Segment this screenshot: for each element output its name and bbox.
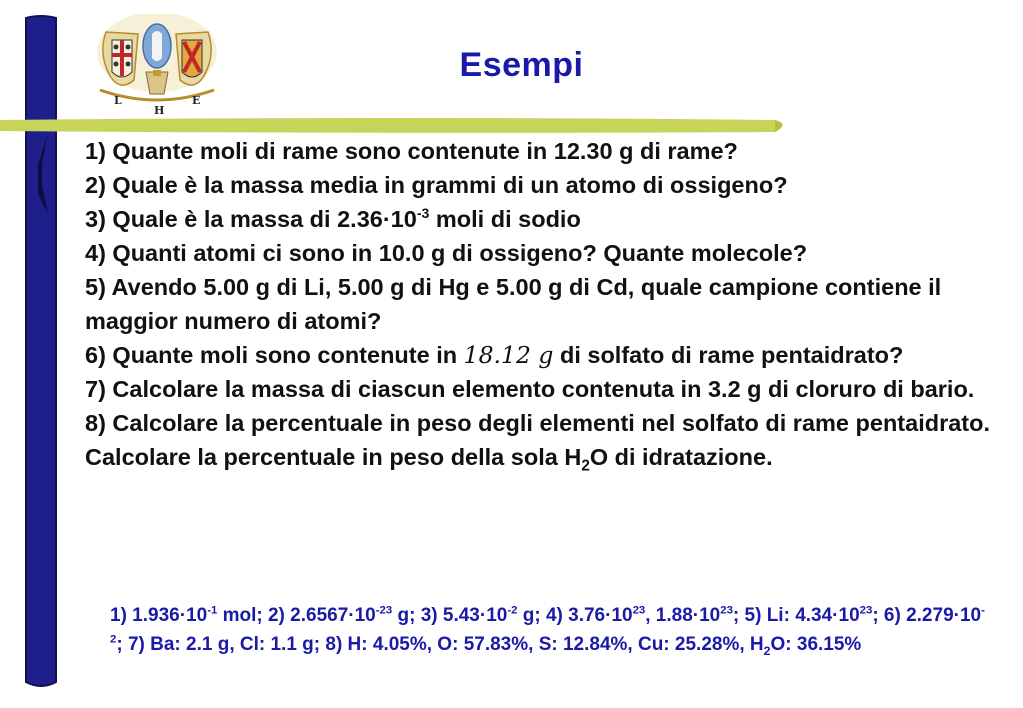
question-6 <box>85 338 1010 372</box>
question-list <box>85 134 1010 474</box>
question-3-text-a: 3) Quale è la massa di 2.36·10 <box>85 206 417 232</box>
question-6-text-a: 6) Quante moli sono contenute in <box>85 342 464 368</box>
answer-part: , 1.88·10 <box>645 605 721 626</box>
answer-part: ; 7) Ba: 2.1 g, Cl: 1.1 g; 8) H: 4.05%, O: 57.83%, S: 12.84%, Cu: 25.28%, H <box>116 634 764 655</box>
answer-part: ; 5) Li: 4.34·10 <box>732 605 860 626</box>
answers-text <box>110 601 990 659</box>
question-2: 2) Quale è la massa media in grammi di un atomo di ossigeno? <box>85 172 788 198</box>
answer-exponent: 23 <box>859 604 873 617</box>
question-8-subscript: 2 <box>581 457 590 475</box>
question-3-exponent: -3 <box>416 205 430 222</box>
answer-exponent: 23 <box>720 604 733 617</box>
answer-exponent: -2 <box>110 604 985 646</box>
answer-part: g; 4) 3.76·10 <box>517 605 633 626</box>
answer-block <box>110 601 990 659</box>
question-4: 4) Quanti atomi ci sono in 10.0 g di ossigeno? Quante molecole? <box>85 240 808 266</box>
answer-part: g; 3) 5.43·10 <box>392 605 508 626</box>
answer-part: O: 36.15% <box>770 634 862 655</box>
question-3-text-b: moli di sodio <box>429 206 581 232</box>
question-3 <box>85 202 1010 236</box>
question-5: 5) Avendo 5.00 g di Li, 5.00 g di Hg e 5.00 g di Cd, quale campione contiene il maggior numero di atomi? <box>85 274 942 334</box>
logo-letter-l: L <box>114 94 122 107</box>
answer-exponent: -1 <box>207 604 218 617</box>
answer-exponent: -23 <box>375 604 393 617</box>
question-8-text-b: O di idratazione. <box>589 444 773 470</box>
slide-title: Esempi <box>459 46 584 84</box>
answer-part: mol; 2) 2.6567·10 <box>217 605 376 626</box>
question-8 <box>85 406 1010 474</box>
logo-letter-e: E <box>192 94 201 107</box>
answer-subscript: 2 <box>763 643 771 658</box>
answer-part: ; 6) 2.279·10 <box>872 605 982 626</box>
question-1: 1) Quante moli di rame sono contenute in 12.30 g di rame? <box>85 138 738 164</box>
question-6-math: 18.12 g <box>463 341 554 369</box>
answer-part: 1) 1.936·10 <box>110 605 208 626</box>
question-6-text-b: di solfato di rame pentaidrato? <box>553 342 904 368</box>
question-8-text-a: 8) Calcolare la percentuale in peso degli elementi nel solfato di rame pentaidrato. Calcolare la percentuale in peso della sola H <box>85 410 991 470</box>
logo-letter-h: H <box>154 104 165 117</box>
answer-exponent: 23 <box>632 604 646 617</box>
answer-exponent: -2 <box>507 604 518 617</box>
question-7: 7) Calcolare la massa di ciascun elemento contenuta in 3.2 g di cloruro di bario. <box>85 376 975 402</box>
